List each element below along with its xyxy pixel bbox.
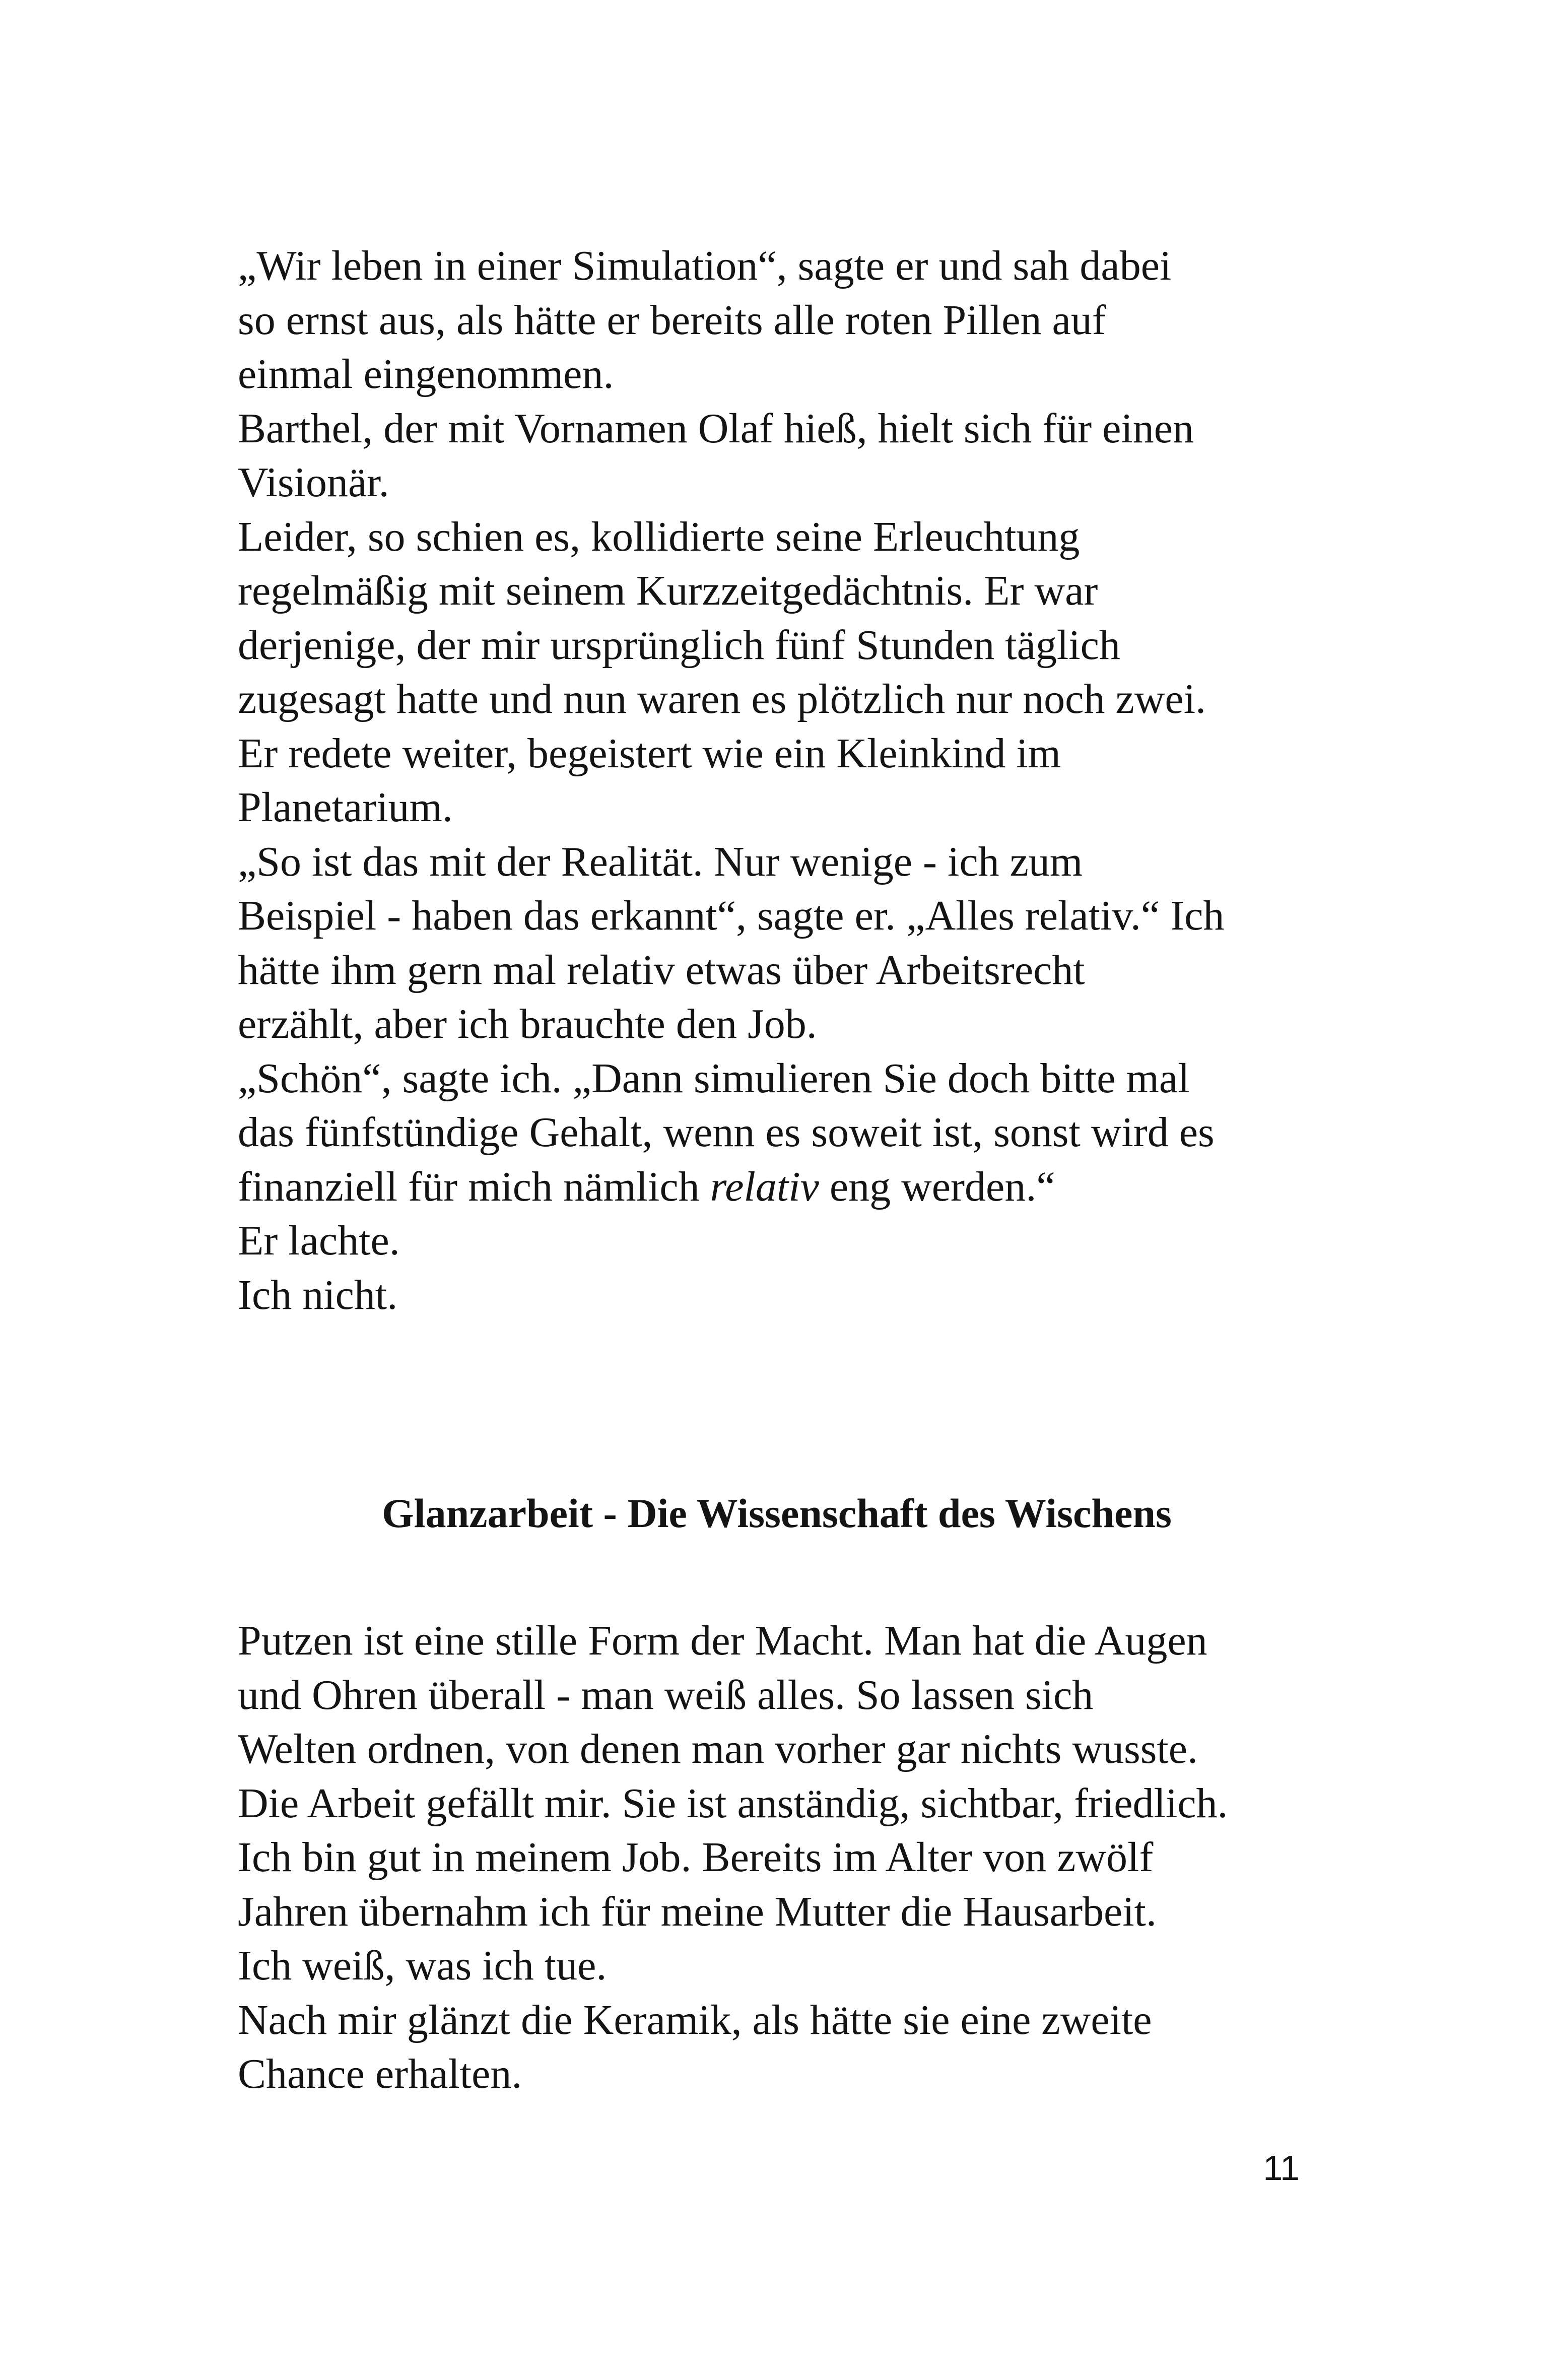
text-line: Jahren übernahm ich für meine Mutter die Hausarbeit. (238, 1888, 1157, 1935)
text-line: erzählt, aber ich brauchte den Job. (238, 1001, 817, 1047)
chapter-text-section (238, 1614, 1316, 2101)
text-line: hätte ihm gern mal relativ etwas über Arbeitsrecht (238, 946, 1085, 994)
story-text-section (238, 239, 1316, 1322)
text-line: „Schön“, sagte ich. „Dann simulieren Sie doch bitte mal (238, 1054, 1190, 1102)
text-line: das fünfstündige Gehalt, wenn es soweit ist, sonst wird es (238, 1109, 1215, 1156)
text-line: Barthel, der mit Vornamen Olaf hieß, hielt sich für einen (238, 405, 1194, 452)
text-line: regelmäßig mit seinem Kurzzeitgedächtnis. Er war (238, 567, 1098, 614)
text-line: Visionär. (238, 459, 389, 506)
text-line: und Ohren überall - man weiß alles. So lassen sich (238, 1671, 1094, 1718)
text-line: Putzen ist eine stille Form der Macht. Man hat die Augen (238, 1617, 1207, 1664)
text-line: Ich bin gut in meinem Job. Bereits im Alter von zwölf (238, 1834, 1154, 1881)
text-line: einmal eingenommen. (238, 351, 614, 398)
text-line: derjenige, der mir ursprünglich fünf Stunden täglich (238, 621, 1120, 669)
page-number: 11 (1263, 2148, 1300, 2188)
text-line: Nach mir glänzt die Keramik, als hätte sie eine zweite (238, 1996, 1152, 2043)
text-line: Chance erhalten. (238, 2051, 522, 2097)
line-text-after: eng werden.“ (819, 1163, 1055, 1210)
text-line-with-emphasis (238, 1160, 1316, 1214)
text-line: so ernst aus, als hätte er bereits alle roten Pillen auf (238, 296, 1106, 344)
text-line: Ich weiß, was ich tue. (238, 1942, 607, 1989)
text-line: „So ist das mit der Realität. Nur wenige - ich zum (238, 838, 1083, 885)
italic-emphasis: relativ (710, 1163, 819, 1210)
chapter-heading: Glanzarbeit - Die Wissenschaft des Wischens (382, 1490, 1172, 1536)
text-line: Planetarium. (238, 784, 453, 831)
text-line: Die Arbeit gefällt mir. Sie ist anständig, sichtbar, friedlich. (238, 1779, 1228, 1827)
text-line: zugesagt hatte und nun waren es plötzlich nur noch zwei. (238, 676, 1206, 722)
text-line: Er lachte. (238, 1217, 400, 1264)
line-text-before: finanziell für mich nämlich (238, 1163, 710, 1210)
text-line: Leider, so schien es, kollidierte seine Erleuchtung (238, 513, 1080, 560)
text-line: Er redete weiter, begeistert wie ein Kleinkind im (238, 730, 1061, 777)
text-line: Ich nicht. (238, 1271, 398, 1318)
text-line: Welten ordnen, von denen man vorher gar nichts wusste. (238, 1726, 1198, 1772)
text-line: Beispiel - haben das erkannt“, sagte er. „Alles relativ.“ Ich (238, 892, 1225, 939)
text-line: „Wir leben in einer Simulation“, sagte er und sah dabei (238, 242, 1172, 289)
